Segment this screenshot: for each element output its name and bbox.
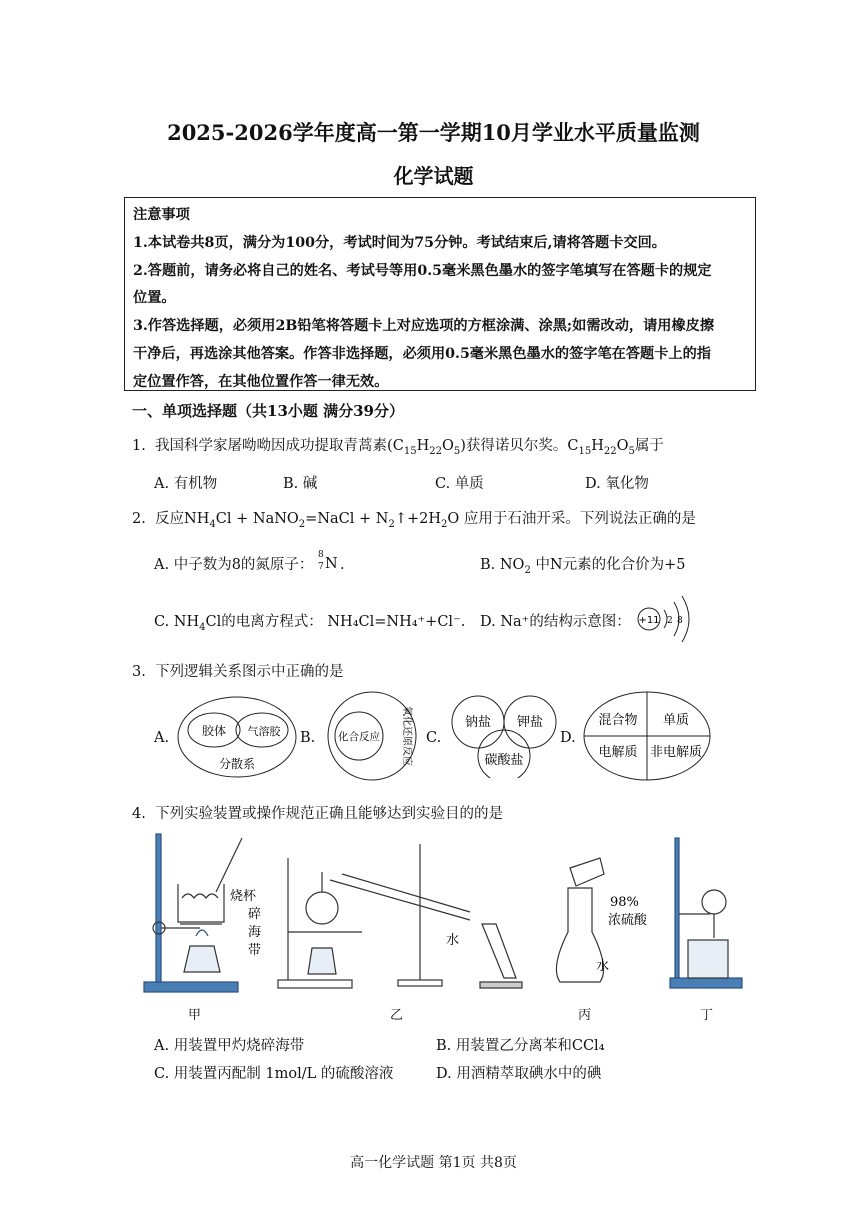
q3-a-colloid: 胶体 (201, 724, 227, 738)
q3-diagram-a (176, 694, 298, 780)
notice-box (124, 197, 756, 391)
q2-option-d-text: D. Na⁺的结构示意图： (480, 614, 631, 630)
q3-number: 3. (132, 664, 146, 680)
q2-option-c-text: C. NH (154, 614, 200, 630)
q3-d-electrolyte: 电解质 (598, 745, 638, 760)
q4-apparatus-figure (130, 828, 750, 1028)
q3-a-aerosol: 气溶胶 (247, 725, 281, 738)
q1-stem-b: )获得诺贝尔奖。 (460, 438, 568, 454)
q3-option-d-label[interactable]: D. (560, 730, 576, 746)
q1-number: 1. (132, 438, 146, 454)
notice-line-6: 定位置作答，在其他位置作答一律无效。 (133, 373, 389, 390)
na-shell-2: 8 (677, 616, 683, 626)
q1-formula: $C_{15}H_{22}O_5$ (392, 438, 461, 457)
q1-option-a[interactable]: A. 有机物 (154, 476, 218, 492)
q4-option-a[interactable]: A. 用装置甲灼烧碎海带 (154, 1038, 305, 1054)
q2-stem-c: =NaCl + N (305, 511, 389, 527)
q3-d-element: 单质 (662, 713, 690, 728)
notice-line-4: 3.作答选择题，必须用2B铅笔将答题卡上对应选项的方框涂满、涂黑;如需改动，请用橡皮擦 (133, 318, 715, 335)
q1-option-d[interactable]: D. 氧化物 (585, 476, 649, 492)
q2-option-c-equation: NH₄Cl=NH₄⁺+Cl⁻. (327, 614, 466, 630)
label-water-flask: 水 (596, 959, 610, 974)
question-3-stem (132, 660, 344, 681)
q2-option-a[interactable]: A. 中子数为8的氮原子： 8 7 N . (154, 550, 345, 573)
q3-option-a-label[interactable]: A. (154, 730, 170, 746)
q2-option-c-rest: Cl的电离方程式： (205, 614, 323, 630)
q3-diagram-c (448, 694, 564, 778)
q2-stem-a: 反应NH (155, 511, 210, 527)
q2-stem-e: O 应用于石油开采。下列说法正确的是 (447, 511, 696, 527)
q2-nuclide-mass: 8 (318, 550, 324, 560)
notice-heading: 注意事项 (133, 207, 190, 223)
label-yi: 乙 (390, 1008, 404, 1023)
q4-number: 4. (132, 806, 146, 822)
question-1-stem (132, 434, 664, 457)
label-acid-2: 浓硫酸 (608, 913, 648, 928)
q3-b-combination: 化合反应 (338, 731, 380, 743)
q2-option-a-text: A. 中子数为8的氮原子： (154, 557, 314, 573)
q2-number: 2. (132, 511, 146, 527)
q1-stem-c: 属于 (634, 438, 664, 454)
label-kelp-2: 海 (248, 925, 262, 940)
notice-line-1: 1.本试卷共8页，满分为100分，考试时间为75分钟。考试结束后,请将答题卡交回。 (133, 234, 666, 251)
q2-option-b[interactable]: B. $NO_2$ 中N元素的化合价为+5 (480, 557, 686, 576)
q1-stem-a: 我国科学家屠呦呦因成功提取青蒿素( (155, 438, 393, 454)
q3-diagram-b (322, 690, 422, 782)
question-2-stem: 2. 反应$NH_4Cl$ + NaNO$_2$=NaCl + $N_2↑+2H_2O$ 应用于石油开采。下列说法正确的是 (132, 511, 696, 530)
q3-c-carbonate: 碳酸盐 (484, 753, 524, 768)
notice-line-2: 2.答题前，请务必将自己的姓名、考试号等用0.5毫米黑色墨水的签字笔填写在答题卡的规定 (133, 262, 712, 279)
question-4-stem (132, 802, 503, 823)
q2-option-b-text: B. NO (480, 557, 525, 573)
q3-a-dispersion: 分散系 (218, 757, 256, 771)
notice-line-3: 位置。 (133, 290, 176, 307)
q3-stem-text: 下列逻辑关系图示中正确的是 (155, 664, 344, 680)
apparatus-ding (670, 838, 742, 988)
label-ding: 丁 (700, 1008, 714, 1023)
notice-line-5: 干净后，再选涂其他答案。作答非选择题，必须用0.5毫米黑色墨水的签字笔在答题卡上的指 (133, 345, 711, 362)
label-beaker: 烧杯 (230, 889, 257, 904)
label-kelp-3: 带 (248, 943, 262, 958)
q3-option-c-label[interactable]: C. (426, 730, 442, 746)
q1-option-b[interactable]: B. 碱 (283, 476, 318, 492)
q2-option-b-rest: 中N元素的化合价为+5 (535, 557, 686, 573)
q2-stem-b: Cl + NaNO (215, 511, 299, 527)
apparatus-yi (278, 844, 522, 988)
q2-stem-d: ↑+2H (394, 511, 441, 527)
exam-title: 2025-2026学年度高一第一学期10月学业水平质量监测 (167, 120, 700, 145)
sodium-ion-structure-diagram (636, 590, 696, 644)
label-acid-1: 98% (610, 895, 639, 910)
q1-formula-2: $C_{15}H_{22}O_5$ (567, 438, 635, 457)
q4-option-d[interactable]: D. 用酒精萃取碘水中的碘 (436, 1066, 602, 1082)
na-nucleus-charge: +11 (638, 615, 660, 626)
q4-stem-text: 下列实验装置或操作规范正确且能够达到实验目的的是 (155, 806, 504, 822)
q1-option-c[interactable]: C. 单质 (435, 476, 484, 492)
exam-subtitle: 化学试题 (393, 164, 474, 188)
na-shell-1: 2 (667, 616, 673, 626)
q3-b-redox: 氧化还原反应 (401, 706, 412, 766)
label-kelp-1: 碎 (248, 907, 262, 922)
q2-option-c[interactable]: C. $NH_4Cl$的电离方程式： NH₄Cl=NH₄⁺+Cl⁻. (154, 614, 466, 633)
q2-nuclide (318, 550, 340, 574)
label-water-in: 水 (446, 933, 460, 948)
q3-diagram-d (582, 690, 712, 782)
label-jia: 甲 (188, 1008, 202, 1023)
q2-option-d[interactable] (480, 610, 631, 631)
q2-nuclide-z: 7 (318, 562, 324, 572)
q3-d-nonelectrolyte: 非电解质 (649, 745, 703, 760)
apparatus-jia (144, 834, 242, 992)
q3-d-mixture: 混合物 (598, 713, 638, 728)
section-heading: 一、单项选择题（共13小题 满分39分） (132, 402, 404, 420)
q3-option-b-label[interactable]: B. (300, 730, 316, 746)
q3-c-potassium-salt: 钾盐 (516, 715, 544, 730)
q4-option-b[interactable]: B. 用装置乙分离苯和CCl₄ (436, 1038, 605, 1054)
q4-option-c[interactable]: C. 用装置丙配制 1mol/L 的硫酸溶液 (154, 1066, 394, 1082)
label-bing: 丙 (578, 1008, 592, 1023)
q3-c-sodium-salt: 钠盐 (464, 715, 492, 730)
page-footer: 高一化学试题 第1页 共8页 (350, 1155, 517, 1171)
q2-nuclide-symbol: N (325, 556, 338, 572)
